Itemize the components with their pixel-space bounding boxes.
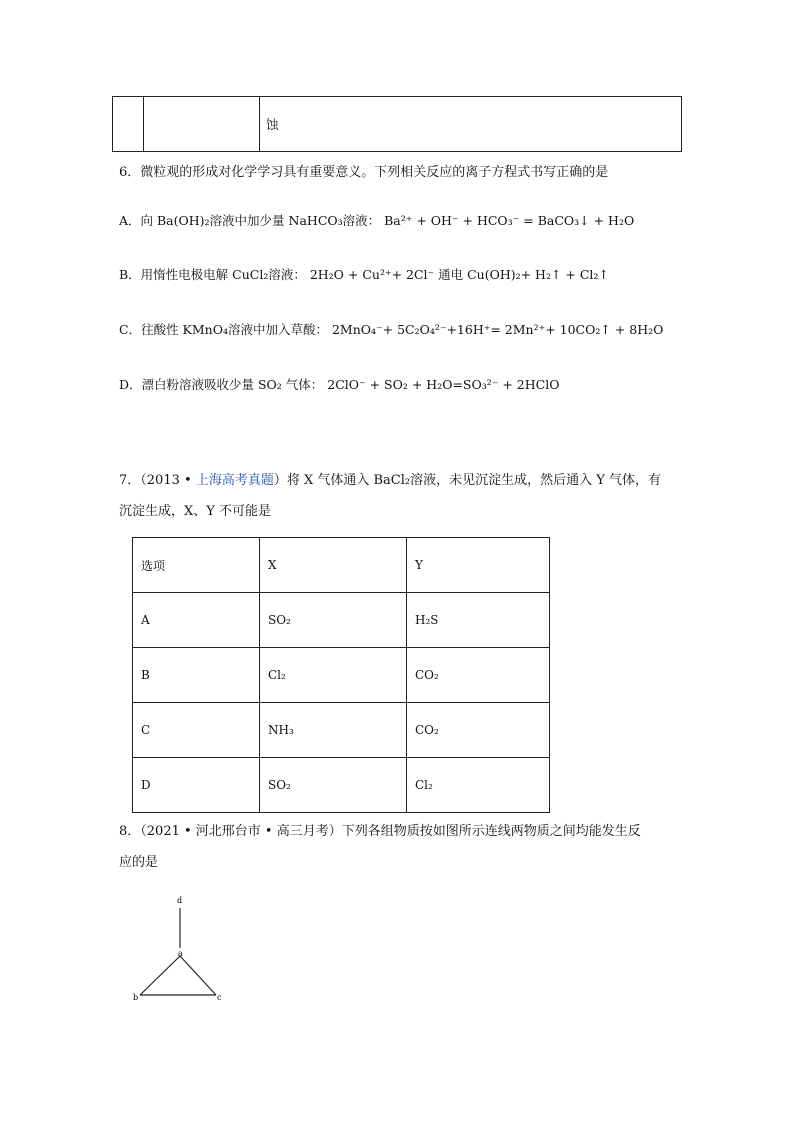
table-header-row <box>133 538 550 593</box>
q7-options-table <box>132 537 550 813</box>
top-table-fragment <box>112 96 682 152</box>
node-label-d: d <box>177 896 183 905</box>
header-cell-x: X <box>260 538 407 593</box>
q7-number: 7．（ <box>119 473 147 488</box>
edge-a-b <box>140 956 180 995</box>
q8-connection-diagram <box>120 890 240 1010</box>
q6-stem: 6．微粒观的形成对化学学习具有重要意义。下列相关反应的离子方程式书写正确的是 <box>119 165 609 180</box>
table-row <box>133 703 550 758</box>
edge-a-c <box>180 956 216 995</box>
table-cell-text: 蚀 <box>260 97 682 152</box>
q7-source-link[interactable]: 上海高考真题 <box>195 473 274 488</box>
table-cell-empty-2 <box>144 97 260 152</box>
table-cell: Cl₂ <box>260 648 407 703</box>
header-cell-option: 选项 <box>133 538 260 593</box>
node-label-a: a <box>178 949 183 958</box>
table-cell: C <box>133 703 260 758</box>
q6-option-d <box>119 375 559 393</box>
q7-year: 2013 • <box>146 473 196 488</box>
q7-stem-line1 <box>119 469 661 488</box>
q6-option-a <box>119 211 634 229</box>
q6-option-a-text: A．向 Ba(OH)₂溶液中加少量 NaHCO₃溶液： Ba²⁺ + OH⁻ + HCO₃⁻ = BaCO₃↓ + H₂O <box>119 213 635 228</box>
table-cell: D <box>133 758 260 813</box>
table-row <box>133 758 550 813</box>
table-row <box>133 648 550 703</box>
q6-option-b <box>119 265 609 283</box>
q8-stem-line2: 应的是 <box>119 855 159 870</box>
q7-stem-line2: 沉淀生成，X、Y 不可能是 <box>119 504 271 519</box>
q7-stem-rest: ）将 X 气体通入 BaCl₂溶液，未见沉淀生成，然后通入 Y 气体，有 <box>273 473 661 488</box>
table-cell: H₂S <box>407 593 550 648</box>
q6-option-b-text: B．用惰性电极电解 CuCl₂溶液： 2H₂O + Cu²⁺+ 2Cl⁻ 通电 Cu(OH)₂+ H₂↑ + Cl₂↑ <box>119 267 609 282</box>
table-cell: NH₃ <box>260 703 407 758</box>
table-cell: SO₂ <box>260 758 407 813</box>
table-cell: B <box>133 648 260 703</box>
table-row <box>133 593 550 648</box>
node-label-b: b <box>133 993 139 1002</box>
table-cell: Cl₂ <box>407 758 550 813</box>
table-cell: A <box>133 593 260 648</box>
table-cell: CO₂ <box>407 703 550 758</box>
q6-option-d-text: D．漂白粉溶液吸收少量 SO₂ 气体： 2ClO⁻ + SO₂ + H₂O=SO₃²⁻ + 2HClO <box>119 377 560 392</box>
q8-stem-line1: 8．（2021 • 河北邢台市 • 高三月考）下列各组物质按如图所示连线两物质之间均能发生反 <box>119 824 641 839</box>
table-cell: SO₂ <box>260 593 407 648</box>
node-label-c: c <box>217 993 222 1002</box>
q6-option-c <box>119 320 663 338</box>
header-cell-y: Y <box>407 538 550 593</box>
q6-option-c-text: C．往酸性 KMnO₄溶液中加入草酸： 2MnO₄⁻+ 5C₂O₄²⁻+16H⁺= 2Mn²⁺+ 10CO₂↑ + 8H₂O <box>119 322 664 337</box>
table-cell-empty-1 <box>113 97 144 152</box>
table-cell: CO₂ <box>407 648 550 703</box>
